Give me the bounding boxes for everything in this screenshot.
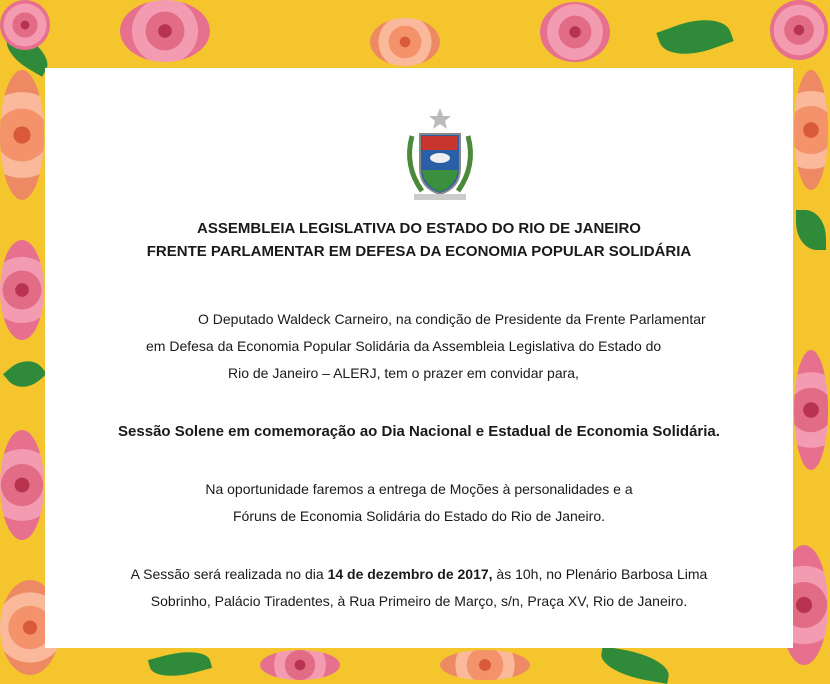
details-line-2: Sobrinho, Palácio Tiradentes, à Rua Primeiro de Março, s/n, Praça XV, Rio de Janeiro. — [150, 593, 688, 609]
header-line-2: FRENTE PARLAMENTAR EM DEFESA DA ECONOMIA POPULAR SOLIDÁRIA — [146, 243, 692, 260]
rose — [0, 240, 44, 340]
rose — [0, 430, 44, 540]
event-date: 14 de dezembro de 2017, — [327, 566, 493, 582]
event-title: Sessão Solene em comemoração ao Dia Nacional e Estadual de Economia Solidária. — [118, 423, 720, 440]
details-line-1 — [45, 566, 793, 582]
rose — [440, 650, 530, 680]
motions-line-2: Fóruns de Economia Solidária do Estado do Rio de Janeiro. — [233, 508, 605, 524]
details-prefix: A Sessão será realizada no dia — [130, 566, 328, 582]
details-suffix: às 10h, no Plenário Barbosa Lima — [492, 566, 708, 582]
leaf — [3, 352, 47, 395]
rose — [770, 0, 828, 60]
rose — [0, 70, 44, 200]
rose — [260, 650, 340, 680]
rose — [540, 2, 610, 62]
motions-line-1: Na oportunidade faremos a entrega de Moções à personalidades e a — [205, 481, 633, 497]
leaf — [656, 9, 733, 65]
rose — [0, 0, 50, 50]
rose — [794, 70, 828, 190]
leaf — [796, 210, 826, 250]
rose — [120, 0, 210, 62]
intro-line-3: Rio de Janeiro – ALERJ, tem o prazer em convidar para, — [228, 365, 579, 381]
intro-line-2: em Defesa da Economia Popular Solidária da Assembleia Legislativa do Estado do — [146, 338, 662, 354]
leaf — [598, 646, 671, 684]
intro-line-1: O Deputado Waldeck Carneiro, na condição de Presidente da Frente Parlamentar — [198, 311, 706, 327]
rose — [370, 18, 440, 66]
leaf — [148, 645, 212, 684]
state-coat-of-arms-icon — [400, 106, 480, 206]
invitation-card — [45, 68, 793, 648]
header-line-1: ASSEMBLEIA LEGISLATIVA DO ESTADO DO RIO DE JANEIRO — [197, 220, 641, 237]
rose — [794, 350, 828, 470]
